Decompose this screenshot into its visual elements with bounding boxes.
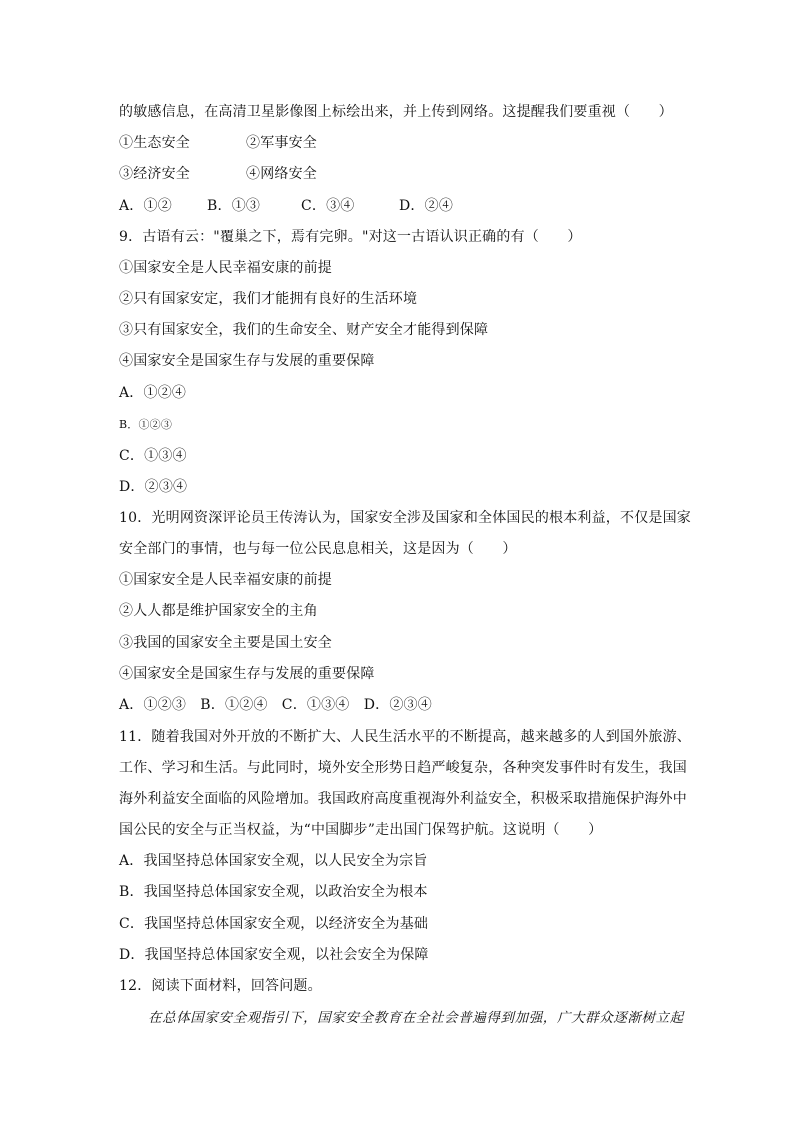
q9-stem: 9．古语有云："覆巢之下，焉有完卵。"对这一古语认识正确的有（ ） <box>119 229 582 245</box>
q8-choices <box>119 196 453 216</box>
q9-item-1: ①国家安全是人民幸福安康的前提 <box>119 260 332 276</box>
q10-choices: A．①②③ B．①②④ C．①③④ D．②③④ <box>119 697 432 713</box>
q9-choice-a: A．①②④ <box>119 385 187 401</box>
q10-stem-line-1: 10．光明网资深评论员王传涛认为，国家安全涉及国家和全体国民的根本利益，不仅是国家 <box>119 510 692 526</box>
q12-material: 在总体国家安全观指引下，国家安全教育在全社会普遍得到加强，广大群众逐渐树立起 <box>148 1010 684 1026</box>
q11-stem-line-4: 国公民的安全与正当权益，为“中国脚步”走出国门保驾护航。这说明（ ） <box>119 822 603 838</box>
q9-choice-d: D．②③④ <box>119 479 188 495</box>
q8-item-1: ①生态安全 <box>119 135 190 151</box>
q8-item-2: ②军事安全 <box>246 135 317 151</box>
q8-item-3: ③经济安全 <box>119 166 190 182</box>
q9-choice-b: B．①②③ <box>119 418 173 431</box>
q11-choice-b: B．我国坚持总体国家安全观，以政治安全为根本 <box>119 884 428 900</box>
q8-choice-c: C．③④ <box>301 198 355 214</box>
q8-stem-tail: 的敏感信息，在高清卫星影像图上标绘出来，并上传到网络。这提醒我们要重视（ ） <box>119 104 673 120</box>
q10-item-4: ④国家安全是国家生存与发展的重要保障 <box>119 666 375 682</box>
q8-items-row-2 <box>119 164 317 184</box>
q10-item-2: ②人人都是维护国家安全的主角 <box>119 603 318 619</box>
q11-choice-a: A．我国坚持总体国家安全观，以人民安全为宗旨 <box>119 853 428 869</box>
q8-choice-a: A．①② <box>119 198 172 214</box>
q8-items-row-1 <box>119 133 317 153</box>
q11-stem-line-1: 11．随着我国对外开放的不断扩大、人民生活水平的不断提高，越来越多的人到国外旅游、 <box>119 729 692 745</box>
q8-choice-b: B．①③ <box>207 198 261 214</box>
q11-choice-d: D．我国坚持总体国家安全观，以社会安全为保障 <box>119 947 429 963</box>
q8-choice-d: D．②④ <box>399 198 454 214</box>
q9-choice-c: C．①③④ <box>119 448 187 464</box>
q12-stem: 12．阅读下面材料，回答问题。 <box>119 978 322 994</box>
q11-stem-line-3: 海外利益安全面临的风险增加。我国政府高度重视海外利益安全，积极采取措施保护海外中 <box>119 791 687 807</box>
q11-choice-c: C．我国坚持总体国家安全观，以经济安全为基础 <box>119 916 429 932</box>
q9-item-3: ③只有国家安全，我们的生命安全、财产安全才能得到保障 <box>119 322 489 338</box>
q9-item-4: ④国家安全是国家生存与发展的重要保障 <box>119 353 375 369</box>
q10-item-1: ①国家安全是人民幸福安康的前提 <box>119 572 332 588</box>
q10-stem-line-2: 安全部门的事情，也与每一位公民息息相关，这是因为（ ） <box>119 541 517 557</box>
q8-item-4: ④网络安全 <box>246 166 317 182</box>
q10-item-3: ③我国的国家安全主要是国土安全 <box>119 635 332 651</box>
q11-stem-line-2: 工作、学习和生活。与此同时，境外安全形势日趋严峻复杂，各种突发事件时有发生，我国 <box>119 760 687 776</box>
q9-item-2: ②只有国家安定，我们才能拥有良好的生活环境 <box>119 291 418 307</box>
